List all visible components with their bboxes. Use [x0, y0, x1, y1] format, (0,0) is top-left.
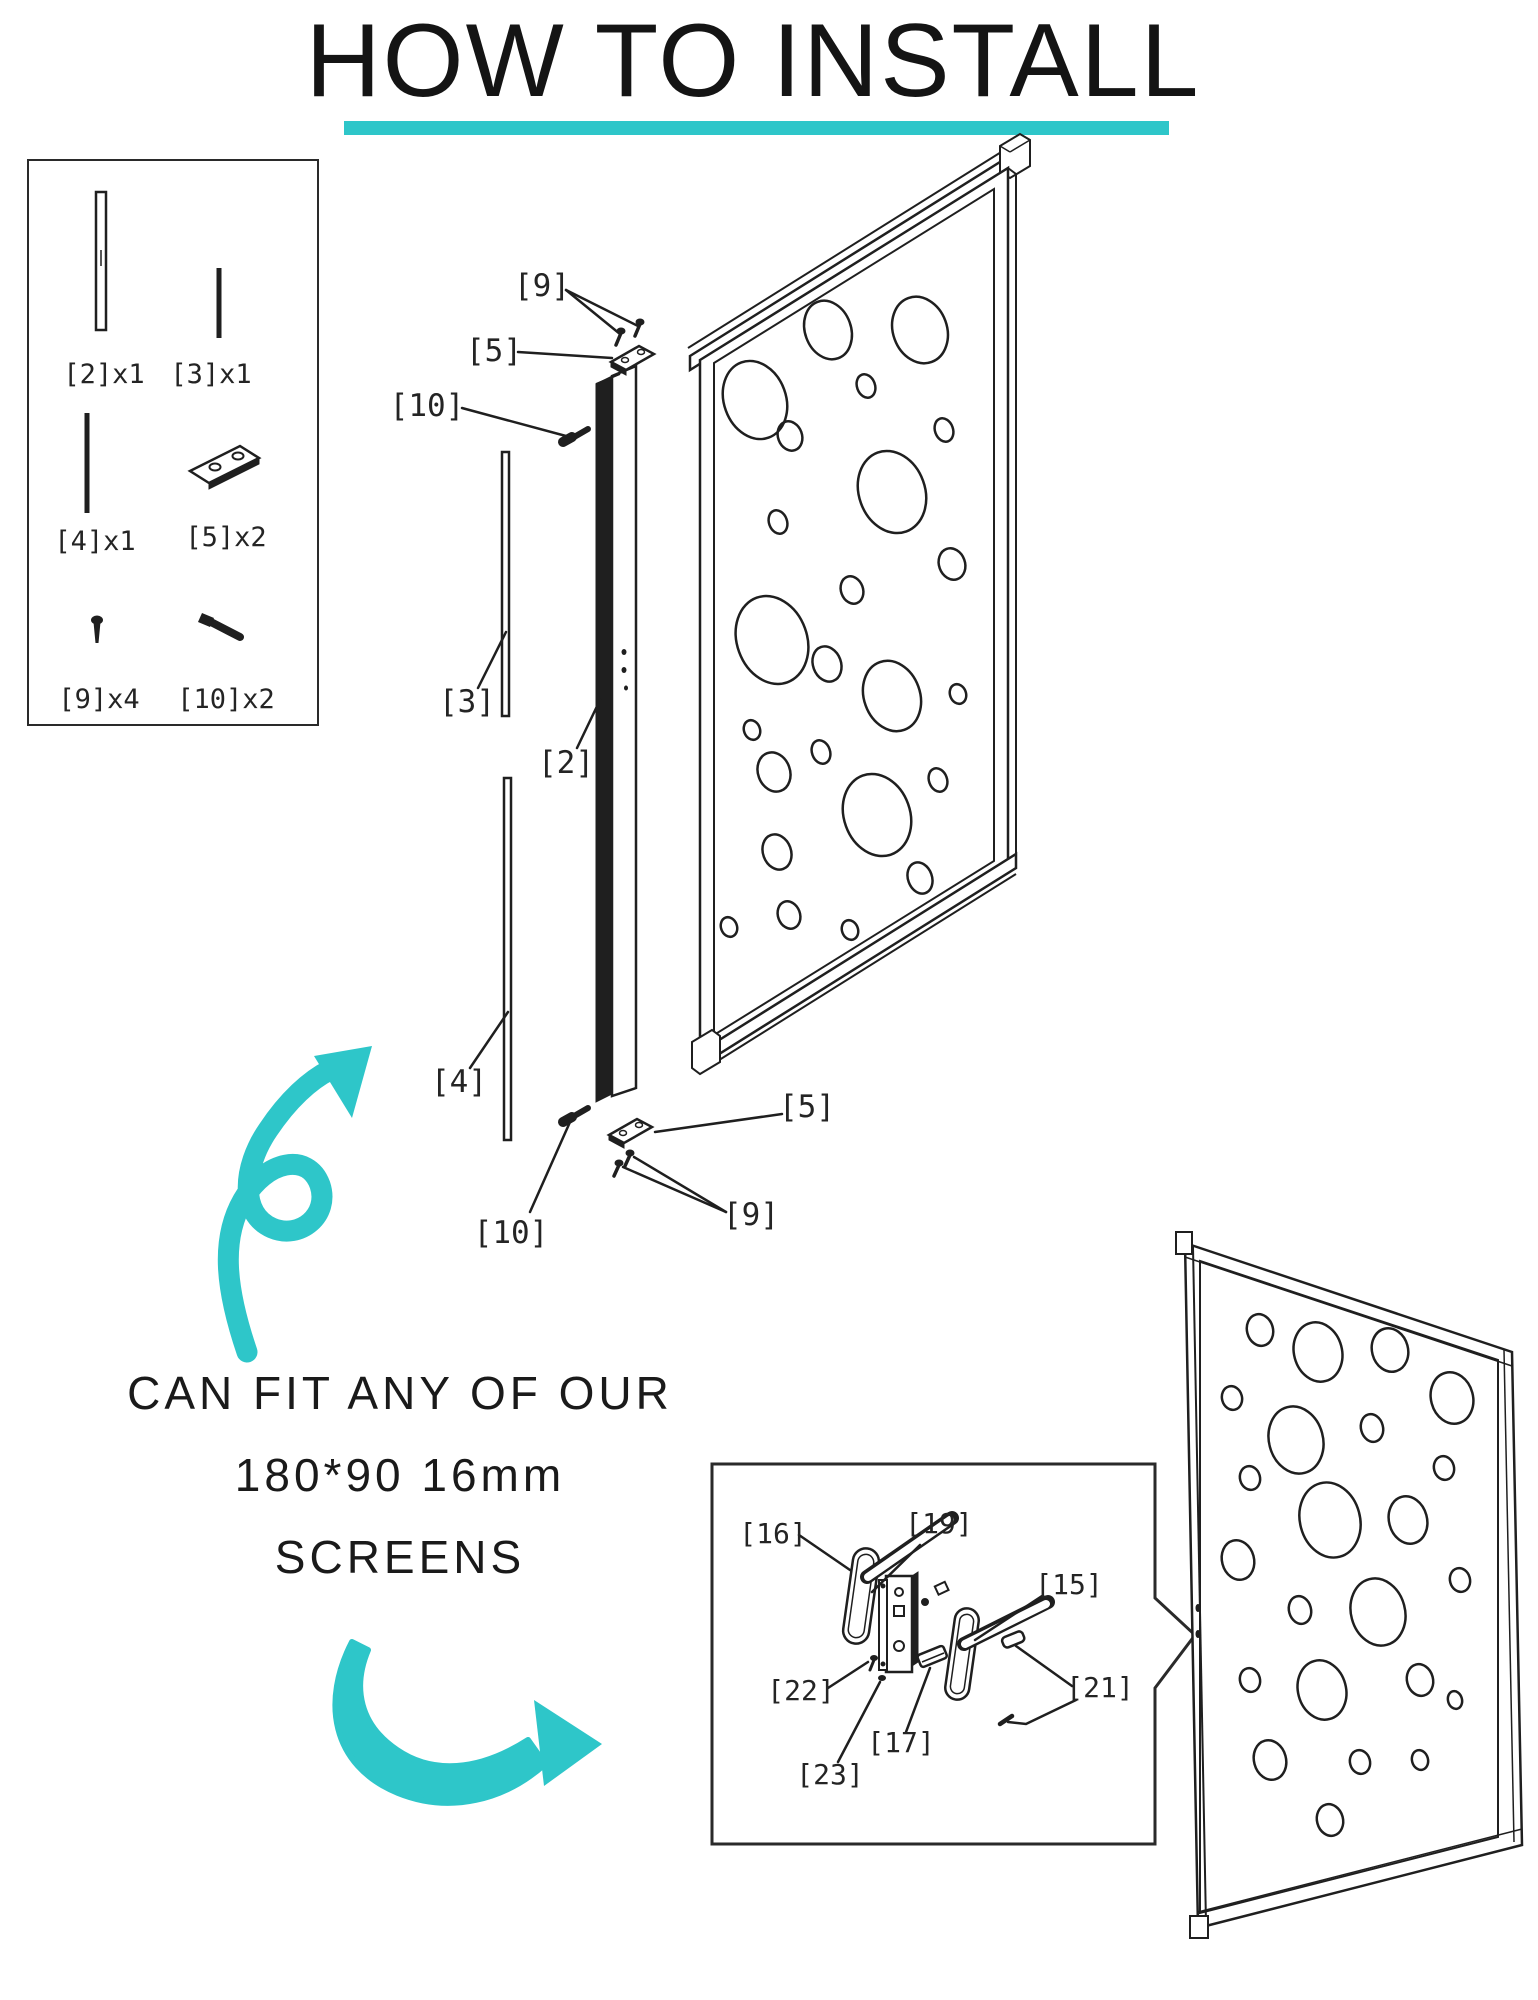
legend-label-5: [5]x2: [185, 522, 267, 553]
legend-label-3: [3]x1: [170, 359, 252, 390]
legend-label-4: [4]x1: [54, 526, 136, 557]
lock-body: [879, 1572, 918, 1672]
rod-long-part: [504, 778, 511, 1140]
part-label-9-bottom: [9]: [723, 1197, 779, 1233]
page-title: HOW TO INSTALL: [305, 3, 1201, 119]
legend-part-10-glyph: [198, 613, 240, 637]
hw-label-23: [23]: [796, 1758, 864, 1791]
hw-label-16: [16]: [739, 1517, 807, 1550]
bottom-rail-cap: [692, 1030, 720, 1074]
screen-panel-main: [688, 134, 1030, 1074]
legend-part-2-glyph: [96, 192, 106, 330]
fit-note-line3: SCREENS: [274, 1531, 526, 1583]
curl-arrow-icon: [228, 1046, 372, 1352]
hw-label-19: [19]: [905, 1507, 973, 1540]
fit-note-line2: 180*90 16mm: [234, 1449, 566, 1501]
part-label-10-top: [10]: [389, 388, 465, 424]
hw-label-22: [22]: [767, 1674, 835, 1707]
legend-label-2: [2]x1: [63, 359, 145, 390]
hw-label-15: [15]: [1035, 1568, 1103, 1601]
part-label-4: [4]: [431, 1064, 487, 1100]
bottom-bolt: [563, 1108, 588, 1122]
legend-label-9: [9]x4: [58, 684, 140, 715]
part-label-2: [2]: [538, 745, 594, 781]
fit-note-line1: CAN FIT ANY OF OUR: [127, 1367, 673, 1419]
part-label-10-bottom: [10]: [473, 1215, 549, 1251]
rod-short-part: [502, 452, 509, 716]
swoosh-arrow-icon: [335, 1642, 602, 1803]
frame-post-part: [596, 366, 636, 1102]
part-label-9-top: [9]: [514, 268, 570, 304]
legend-label-10: [10]x2: [177, 684, 275, 715]
legend-part-5-glyph: [190, 446, 259, 489]
part-label-5-bottom: [5]: [779, 1089, 835, 1125]
bottom-connector-plate: [609, 1119, 652, 1148]
hardware-detail-box: [712, 1464, 1195, 1844]
hw-label-21: [21]: [1066, 1671, 1134, 1704]
part-label-3: [3]: [439, 684, 495, 720]
hw-label-17: [17]: [867, 1726, 935, 1759]
legend-part-9-glyph: [91, 616, 103, 644]
part-label-5-top: [5]: [466, 333, 522, 369]
screen-panel-small: [1176, 1232, 1522, 1938]
